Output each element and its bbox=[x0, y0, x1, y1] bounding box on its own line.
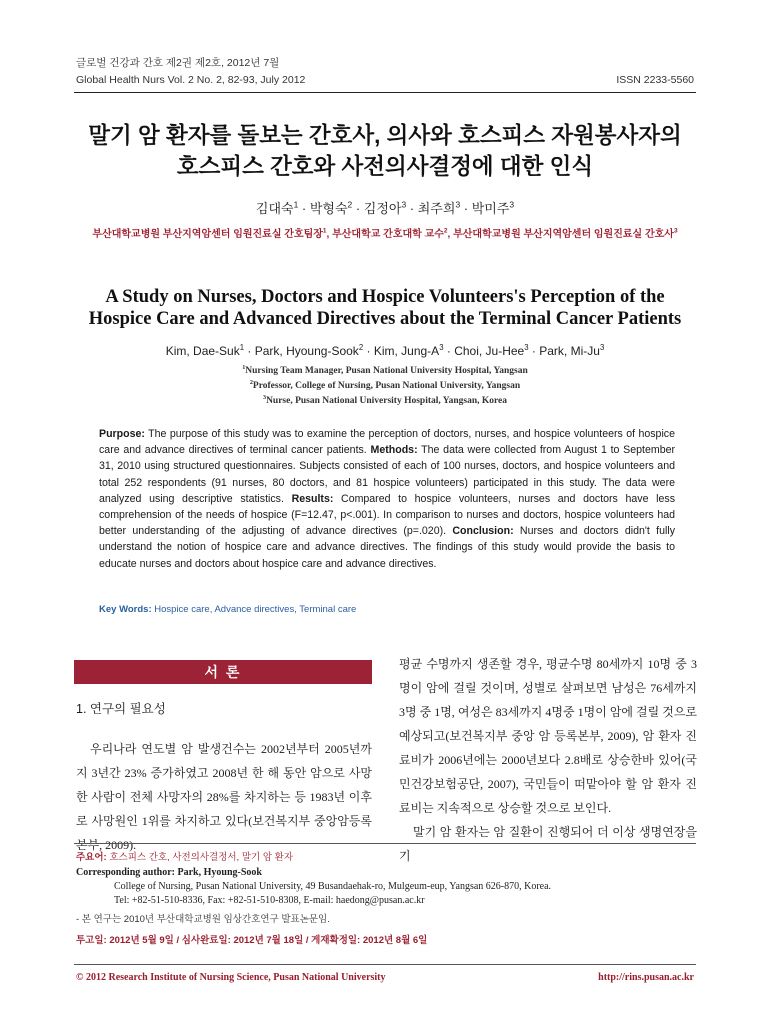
author-sup: 1 bbox=[239, 343, 245, 352]
title-english-line-2: Hospice Care and Advanced Directives about the Terminal Cancer Patients bbox=[88, 309, 682, 329]
subsection-heading: 1. 연구의 필요성 bbox=[76, 702, 166, 716]
title-korean-line-1: 말기 암 환자를 돌보는 간호사, 의사와 호스피스 자원봉사자의 bbox=[88, 123, 682, 148]
authors-english bbox=[0, 344, 770, 358]
header-divider bbox=[74, 92, 696, 93]
corresponding-author-name: Park, Hyoung-Sook bbox=[175, 867, 262, 878]
footnote-keywords bbox=[76, 849, 293, 863]
author-sup: 2 bbox=[347, 199, 353, 210]
title-korean bbox=[40, 120, 730, 182]
affiliation-sup: 2 bbox=[249, 379, 253, 386]
affiliation-text: Nurse, Pusan National University Hospital, Yangsan, Korea bbox=[266, 396, 508, 406]
author-separator: · bbox=[406, 201, 418, 216]
affiliation-sup: 3 bbox=[262, 394, 267, 401]
keywords bbox=[99, 604, 356, 615]
affiliation-text: Professor, College of Nursing, Pusan National University, Yangsan bbox=[252, 381, 521, 391]
author-separator: · bbox=[244, 344, 255, 358]
address-line: College of Nursing, Pusan National University, 49 Busandaehak-ro, Mulgeum-eup, Yangsan 626-870, Korea. bbox=[114, 881, 552, 892]
affiliation-text: Nursing Team Manager, Pusan National University Hospital, Yangsan bbox=[245, 366, 528, 376]
author-name: Park, Hyoung-Sook bbox=[254, 344, 359, 358]
author-separator: · bbox=[443, 344, 455, 358]
title-english bbox=[30, 286, 740, 330]
authors-korean bbox=[0, 198, 770, 217]
abstract bbox=[99, 426, 675, 572]
author-separator: · bbox=[460, 201, 472, 216]
author-separator: · bbox=[352, 201, 364, 216]
author-sup: 3 bbox=[455, 199, 461, 210]
footer-divider bbox=[74, 964, 696, 965]
author-name: Kim, Dae-Suk bbox=[165, 344, 240, 358]
abstract-purpose-label: Purpose: bbox=[99, 428, 145, 440]
author-sup: 3 bbox=[524, 343, 529, 352]
affiliation-sup: 2 bbox=[443, 227, 448, 235]
affiliation-text: 부산대학교병원 부산지역암센터 임원진료실 간호팀장 bbox=[92, 229, 323, 240]
keywords-label: Key Words: bbox=[99, 604, 152, 615]
submission-dates: 투고일: 2012년 5월 9일 / 심사완료일: 2012년 7월 18일 / 게재확정일: 2012년 8월 6일 bbox=[76, 935, 428, 946]
footer-copyright: © 2012 Research Institute of Nursing Science, Pusan National University bbox=[76, 972, 386, 983]
research-note: - 본 연구는 2010년 부산대학교병원 임상간호연구 발표논문임. bbox=[76, 914, 330, 925]
affiliation-english-1 bbox=[0, 366, 770, 376]
body-column-left bbox=[76, 737, 372, 857]
author-name: 최주희 bbox=[417, 201, 456, 216]
author-name: 김정아 bbox=[363, 201, 402, 216]
corresponding-author bbox=[76, 867, 262, 878]
affiliation-sup: 1 bbox=[322, 227, 327, 235]
abstract-conclusion: Nurses and doctors didn't fully understand the notion of hospice care and advance directives. The findings of this study would provide the basis to educate nurses and doctors about hospice care and advance directives. bbox=[99, 525, 675, 570]
author-sup: 2 bbox=[358, 343, 364, 352]
author-sup: 3 bbox=[439, 343, 444, 352]
author-name: Park, Mi-Ju bbox=[539, 344, 600, 358]
abstract-methods: The data were collected from August 1 to September 31, 2010 using structured questionnaires. Subjects consisted of each of 100 nurses, doctors, and hospice volunteers and total 252 respondents (91 nurses, 80 doctors, and 81 hospice volunteers) participated in this study. The data were analyzed using descriptive statistics. bbox=[99, 444, 676, 505]
author-name: Kim, Jung-A bbox=[373, 344, 440, 358]
journal-citation-english: Global Health Nurs Vol. 2 No. 2, 82-93, July 2012 bbox=[76, 74, 306, 86]
footnote-keywords-label: 주요어: bbox=[76, 852, 107, 863]
body-paragraph: 우리나라 연도별 암 발생건수는 2002년부터 2005년까지 3년간 23% 증가하였고 2008년 한 해 동안 암으로 사망한 사람이 전체 사망자의 28%를 차지하는 등 1983년 이후로 사망원인 1위를 차지하고 있다(보건복지부 중앙암등록본부, 2009). bbox=[76, 742, 372, 852]
abstract-results-label: Results: bbox=[291, 492, 334, 505]
footer-url: http://rins.pusan.ac.kr bbox=[598, 972, 694, 983]
abstract-results: Compared to hospice volunteers, nurses and doctors have less comprehension of the needs of hospice (F=12.47, p<.001). In comparison to nurses and doctors, hospice volunteers had better understanding of the adjusting of advance directives (p=.020). bbox=[99, 492, 675, 538]
author-name: Choi, Ju-Hee bbox=[454, 344, 525, 358]
author-sup: 1 bbox=[293, 199, 299, 210]
footnote-divider bbox=[74, 843, 696, 844]
contact-line: Tel: +82-51-510-8336, Fax: +82-51-510-8308, E-mail: haedong@pusan.ac.kr bbox=[114, 895, 425, 906]
affiliations-korean bbox=[20, 225, 750, 240]
abstract-methods-label: Methods: bbox=[370, 444, 418, 457]
affiliation-sup: 3 bbox=[673, 227, 678, 235]
section-heading-introduction: 서 론 bbox=[74, 660, 372, 684]
abstract-conclusion-label: Conclusion: bbox=[452, 525, 514, 538]
affiliation-text: , 부산대학교 간호대학 교수 bbox=[326, 229, 444, 240]
affiliation-text: , 부산대학교병원 부산지역암센터 임원진료실 간호사 bbox=[447, 229, 674, 240]
author-name: 박형숙 bbox=[309, 201, 348, 216]
author-separator: · bbox=[363, 344, 374, 358]
body-paragraph: 말기 암 환자는 암 질환이 진행되어 더 이상 생명연장을 기 bbox=[399, 825, 697, 863]
corresponding-address bbox=[114, 880, 551, 908]
body-column-right bbox=[399, 652, 697, 868]
abstract-purpose: The purpose of this study was to examine the perception of doctors, nurses, and hospice volunteers of hospice care and advance directives of terminal cancer patients. bbox=[99, 428, 675, 457]
issn-number: ISSN 2233-5560 bbox=[616, 74, 694, 86]
author-name: 박미주 bbox=[471, 201, 510, 216]
footnote-keywords-text: 호스피스 간호, 사전의사결정서, 말기 암 환자 bbox=[106, 852, 294, 863]
author-sup: 3 bbox=[599, 343, 605, 352]
body-paragraph: 평균 수명까지 생존할 경우, 평균수명 80세까지 10명 중 3명이 암에 걸릴 것이며, 성별로 살펴보면 남성은 76세까지 3명 중 1명, 여성은 83세까지 4명중 1명이 암에 걸릴 것으로 예상되고(보건복지부 중앙 암 등록본부, 2009), 암 환자 진료비가 2006년에는 2000년보다 2.8배로 상승한바 있어(국민건강보험공단, 2007), 국민들이 떠맡아야 할 암 환자 진료비는 지속적으로 상승할 것으로 보인다. bbox=[399, 657, 697, 815]
journal-citation-korean: 글로벌 건강과 간호 제2권 제2호, 2012년 7월 bbox=[76, 57, 280, 69]
author-sup: 3 bbox=[401, 199, 407, 210]
affiliation-english-2 bbox=[0, 381, 770, 391]
affiliation-sup: 1 bbox=[242, 364, 246, 371]
author-separator: · bbox=[298, 201, 310, 216]
author-sup: 3 bbox=[509, 199, 515, 210]
affiliation-english-3 bbox=[0, 396, 770, 406]
author-separator: · bbox=[528, 344, 540, 358]
title-english-line-1: A Study on Nurses, Doctors and Hospice Volunteers's Perception of the bbox=[105, 287, 665, 307]
corresponding-author-label: Corresponding author: bbox=[76, 867, 175, 878]
keywords-text: Hospice care, Advance directives, Terminal care bbox=[151, 604, 357, 615]
title-korean-line-2: 호스피스 간호와 사전의사결정에 대한 인식 bbox=[176, 154, 594, 179]
author-name: 김대숙 bbox=[255, 201, 294, 216]
